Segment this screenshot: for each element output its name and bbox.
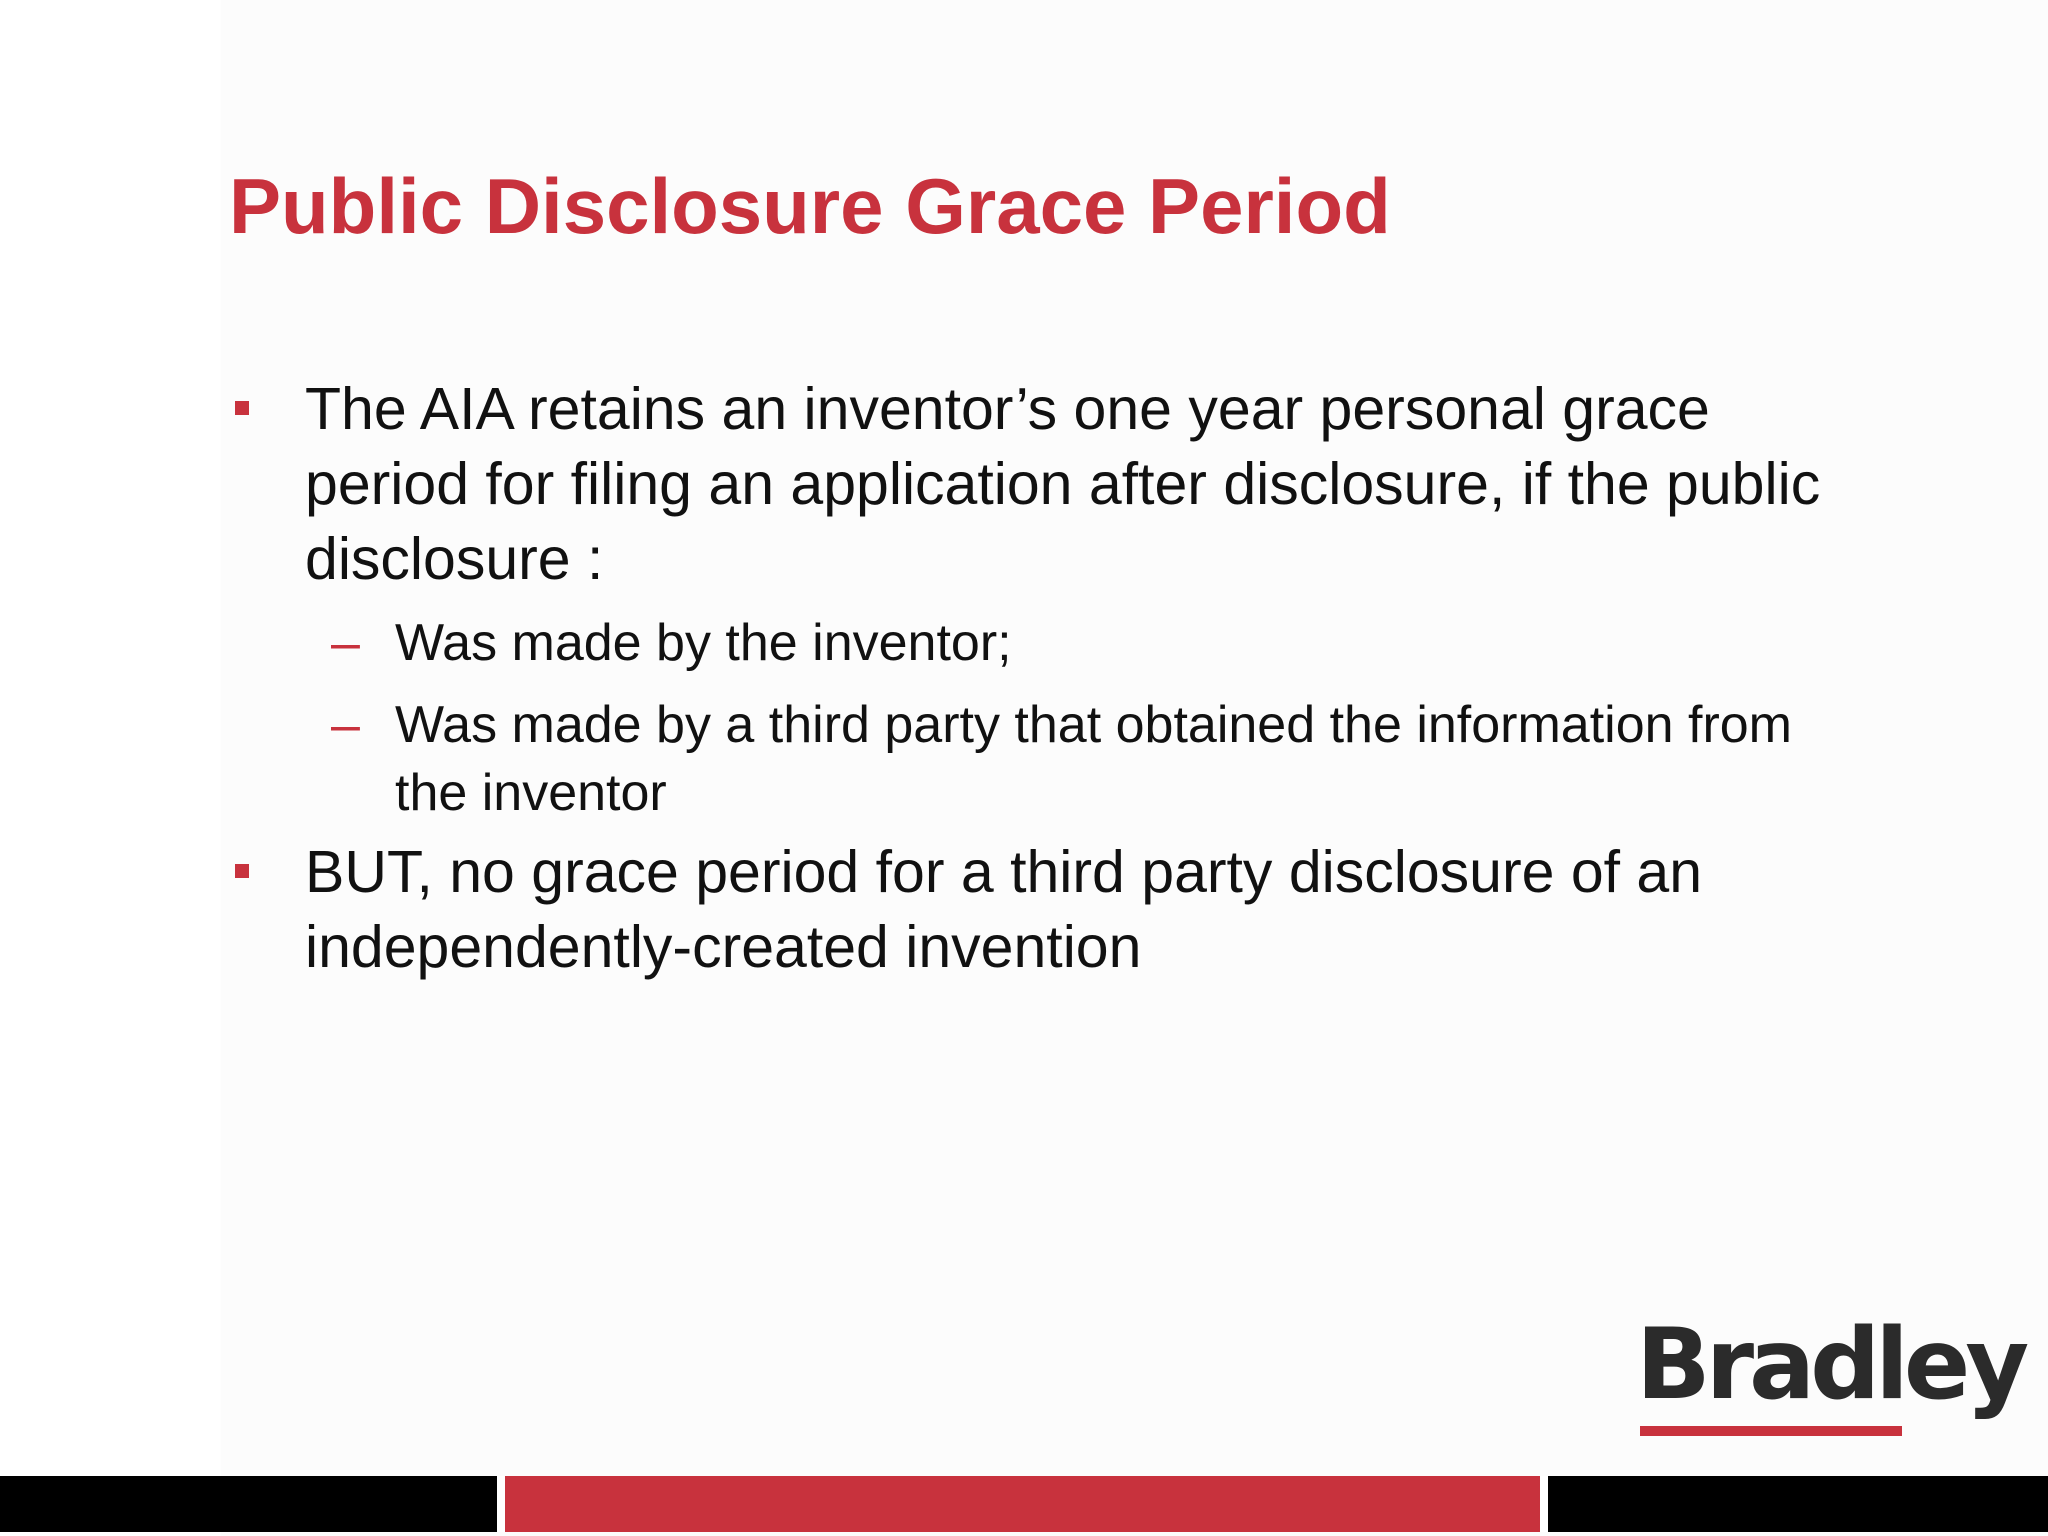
sub-bullet-item [305,691,1829,827]
footer-segment-left [0,1476,497,1532]
dash-bullet-icon: – [331,696,360,754]
bullet-text: The AIA retains an inventor’s one year personal grace period for filing an application after disclosure, if the public disclosure : [305,376,1821,592]
square-bullet-icon [235,401,249,415]
bradley-logo [1636,1308,2025,1440]
footer-bar [0,1476,2048,1532]
square-bullet-icon [235,864,249,878]
footer-segment-right [1548,1476,2048,1532]
dash-bullet-icon: – [331,614,360,672]
bullet-item [229,835,1829,985]
sub-bullet-text: Was made by the inventor; [395,614,1012,672]
footer-segment-middle [505,1476,1540,1532]
sub-bullet-item [305,609,1829,677]
logo-underline [1640,1426,1902,1436]
bullet-item [229,372,1829,827]
bullet-list [229,372,1829,985]
sub-bullet-list [305,609,1829,827]
sub-bullet-text: Was made by a third party that obtained the information from the inventor [395,696,1792,822]
logo-wordmark: Bradley [1636,1308,2025,1422]
bullet-text: BUT, no grace period for a third party disclosure of an independently-created invention [305,839,1703,980]
slide-title: Public Disclosure Grace Period [229,162,1391,250]
